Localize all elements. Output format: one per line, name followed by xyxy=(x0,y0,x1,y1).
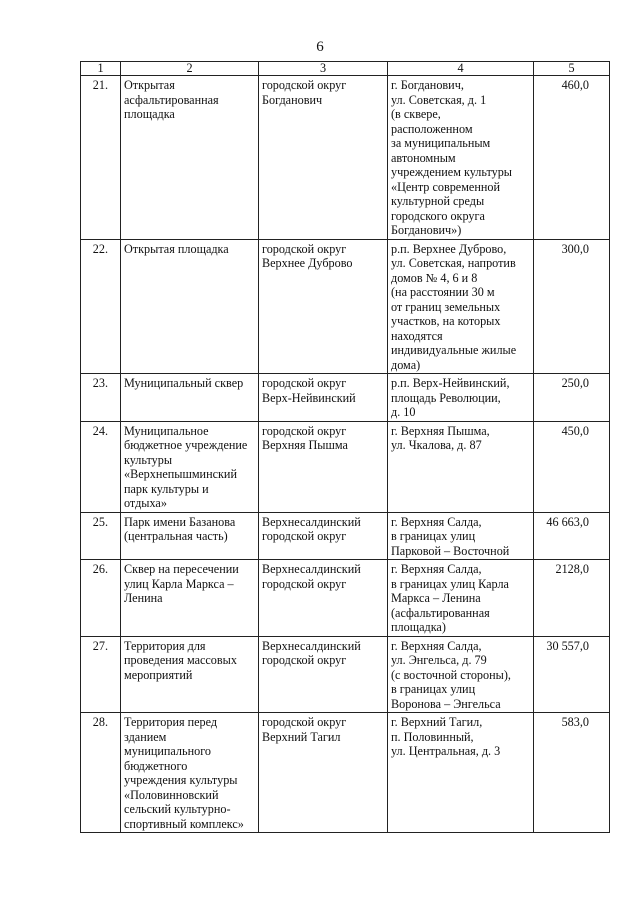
site-area: 300,0 xyxy=(534,239,610,374)
table-row xyxy=(81,636,610,713)
row-number: 21. xyxy=(81,76,121,240)
row-number: 25. xyxy=(81,512,121,560)
site-area: 30 557,0 xyxy=(534,636,610,713)
row-number: 27. xyxy=(81,636,121,713)
site-area: 2128,0 xyxy=(534,560,610,637)
header-cell-4: 4 xyxy=(388,62,534,76)
site-address: г. Верхняя Салда, ул. Энгельса, д. 79 (с восточной стороны), в границах улиц Воронова – Энгельса xyxy=(388,636,534,713)
site-address: г. Верхняя Салда, в границах улиц Парковой – Восточной xyxy=(388,512,534,560)
row-number: 28. xyxy=(81,713,121,833)
row-number: 23. xyxy=(81,374,121,422)
table-header-row xyxy=(81,62,610,76)
site-name: Муниципальное бюджетное учреждение культуры «Верхнепышминский парк культуры и отдыха» xyxy=(121,421,259,512)
table-row xyxy=(81,374,610,422)
sites-table xyxy=(80,61,610,833)
site-area: 583,0 xyxy=(534,713,610,833)
municipality: городской округ Верхняя Пышма xyxy=(259,421,388,512)
site-address: г. Верхний Тагил, п. Половинный, ул. Центральная, д. 3 xyxy=(388,713,534,833)
site-name: Открытая асфальтированная площадка xyxy=(121,76,259,240)
site-area: 46 663,0 xyxy=(534,512,610,560)
header-cell-2: 2 xyxy=(121,62,259,76)
site-name: Территория для проведения массовых мероприятий xyxy=(121,636,259,713)
row-number: 22. xyxy=(81,239,121,374)
municipality: Верхнесалдинский городской округ xyxy=(259,560,388,637)
municipality: Верхнесалдинский городской округ xyxy=(259,512,388,560)
table-row xyxy=(81,713,610,833)
header-cell-1: 1 xyxy=(81,62,121,76)
table-row xyxy=(81,76,610,240)
site-address: г. Верхняя Пышма, ул. Чкалова, д. 87 xyxy=(388,421,534,512)
site-area: 250,0 xyxy=(534,374,610,422)
header-cell-5: 5 xyxy=(534,62,610,76)
table-row xyxy=(81,421,610,512)
site-address: р.п. Верхнее Дуброво, ул. Советская, напротив домов № 4, 6 и 8 (на расстоянии 30 м от границ земельных участков, на которых находятся индивидуальные жилые дома) xyxy=(388,239,534,374)
municipality: городской округ Богданович xyxy=(259,76,388,240)
page-number: 6 xyxy=(316,39,324,55)
table-row xyxy=(81,512,610,560)
site-name: Парк имени Базанова (центральная часть) xyxy=(121,512,259,560)
municipality: Верхнесалдинский городской округ xyxy=(259,636,388,713)
municipality: городской округ Верх-Нейвинский xyxy=(259,374,388,422)
site-name: Территория перед зданием муниципального бюджетного учреждения культуры «Половинновский сельский культурно- спортивный комплекс» xyxy=(121,713,259,833)
site-name: Сквер на пересечении улиц Карла Маркса – Ленина xyxy=(121,560,259,637)
table-row xyxy=(81,239,610,374)
site-address: г. Богданович, ул. Советская, д. 1 (в сквере, расположенном за муниципальным автономным учреждением культуры «Центр современной культурной среды городского округа Богданович») xyxy=(388,76,534,240)
site-name: Муниципальный сквер xyxy=(121,374,259,422)
municipality: городской округ Верхний Тагил xyxy=(259,713,388,833)
row-number: 26. xyxy=(81,560,121,637)
site-address: р.п. Верх-Нейвинский, площадь Революции, д. 10 xyxy=(388,374,534,422)
site-name: Открытая площадка xyxy=(121,239,259,374)
municipality: городской округ Верхнее Дуброво xyxy=(259,239,388,374)
site-area: 460,0 xyxy=(534,76,610,240)
site-area: 450,0 xyxy=(534,421,610,512)
header-cell-3: 3 xyxy=(259,62,388,76)
row-number: 24. xyxy=(81,421,121,512)
table-row xyxy=(81,560,610,637)
site-address: г. Верхняя Салда, в границах улиц Карла Маркса – Ленина (асфальтированная площадка) xyxy=(388,560,534,637)
